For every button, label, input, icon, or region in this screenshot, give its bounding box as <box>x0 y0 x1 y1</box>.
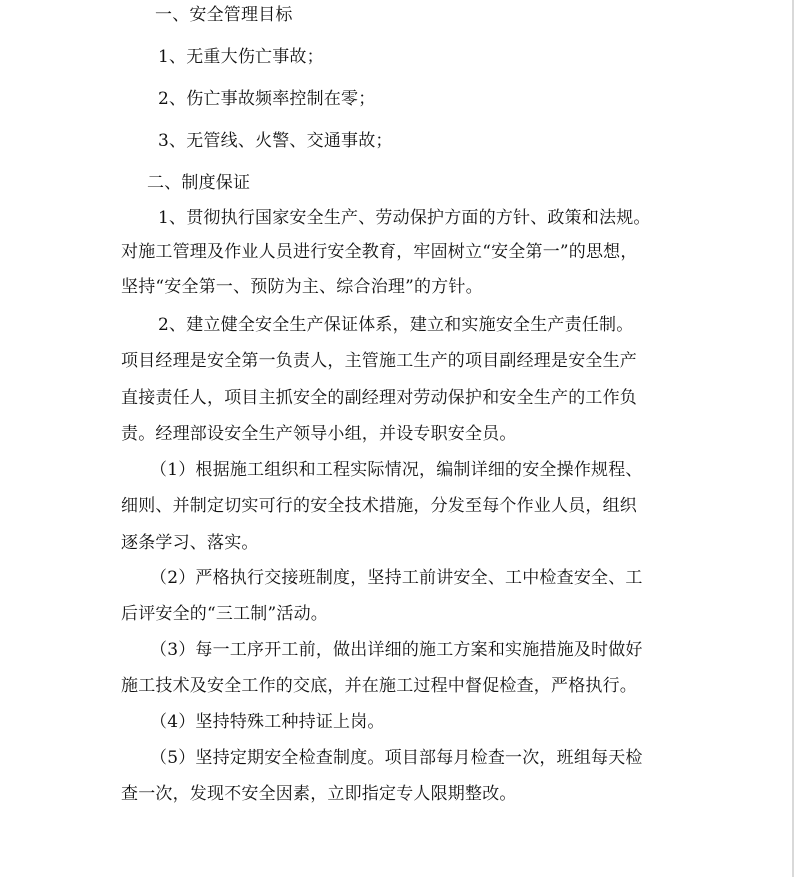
para2-line-1: 2、建立健全安全生产保证体系，建立和实施安全生产责任制。 <box>158 315 634 335</box>
para2-line-2: 项目经理是安全第一负责人，主管施工生产的项目副经理是安全生产 <box>121 351 637 371</box>
sub1-line-3: 逐条学习、落实。 <box>121 533 259 553</box>
para1-line-3: 坚持“安全第一、预防为主、综合治理”的方针。 <box>121 277 483 297</box>
sub4-line-1: （4）坚持特殊工种持证上岗。 <box>150 712 385 732</box>
sub3-line-1: （3）每一工序开工前，做出详细的施工方案和实施措施及时做好 <box>150 640 643 660</box>
para1-line-2: 对施工管理及作业人员进行安全教育，牢固树立“安全第一”的思想， <box>121 242 638 262</box>
sub3-line-2: 施工技术及安全工作的交底，并在施工过程中督促检查，严格执行。 <box>121 676 637 696</box>
section-heading-system-guarantee: 二、制度保证 <box>147 173 251 193</box>
sub1-line-2: 细则、并制定切实可行的安全技术措施，分发至每个作业人员，组织 <box>121 496 637 516</box>
para2-line-3: 直接责任人，项目主抓安全的副经理对劳动保护和安全生产的工作负 <box>121 388 637 408</box>
goal-item-2: 2、伤亡事故频率控制在零； <box>158 89 376 109</box>
section-heading-safety-goals: 一、安全管理目标 <box>155 5 293 25</box>
para1-line-1: 1、贯彻执行国家安全生产、劳动保护方面的方针、政策和法规。 <box>158 208 651 228</box>
goal-item-3: 3、无管线、火警、交通事故； <box>158 131 393 151</box>
sub5-line-1: （5）坚持定期安全检查制度。项目部每月检查一次，班组每天检 <box>150 748 643 768</box>
sub1-line-1: （1）根据施工组织和工程实际情况，编制详细的安全操作规程、 <box>150 460 643 480</box>
sub2-line-2: 后评安全的“三工制”活动。 <box>121 604 328 624</box>
sub2-line-1: （2）严格执行交接班制度，坚持工前讲安全、工中检查安全、工 <box>150 568 643 588</box>
sub5-line-2: 查一次，发现不安全因素，立即指定专人限期整改。 <box>121 784 517 804</box>
goal-item-1: 1、无重大伤亡事故； <box>158 47 324 67</box>
para2-line-4: 责。经理部设安全生产领导小组，并设专职安全员。 <box>121 424 517 444</box>
